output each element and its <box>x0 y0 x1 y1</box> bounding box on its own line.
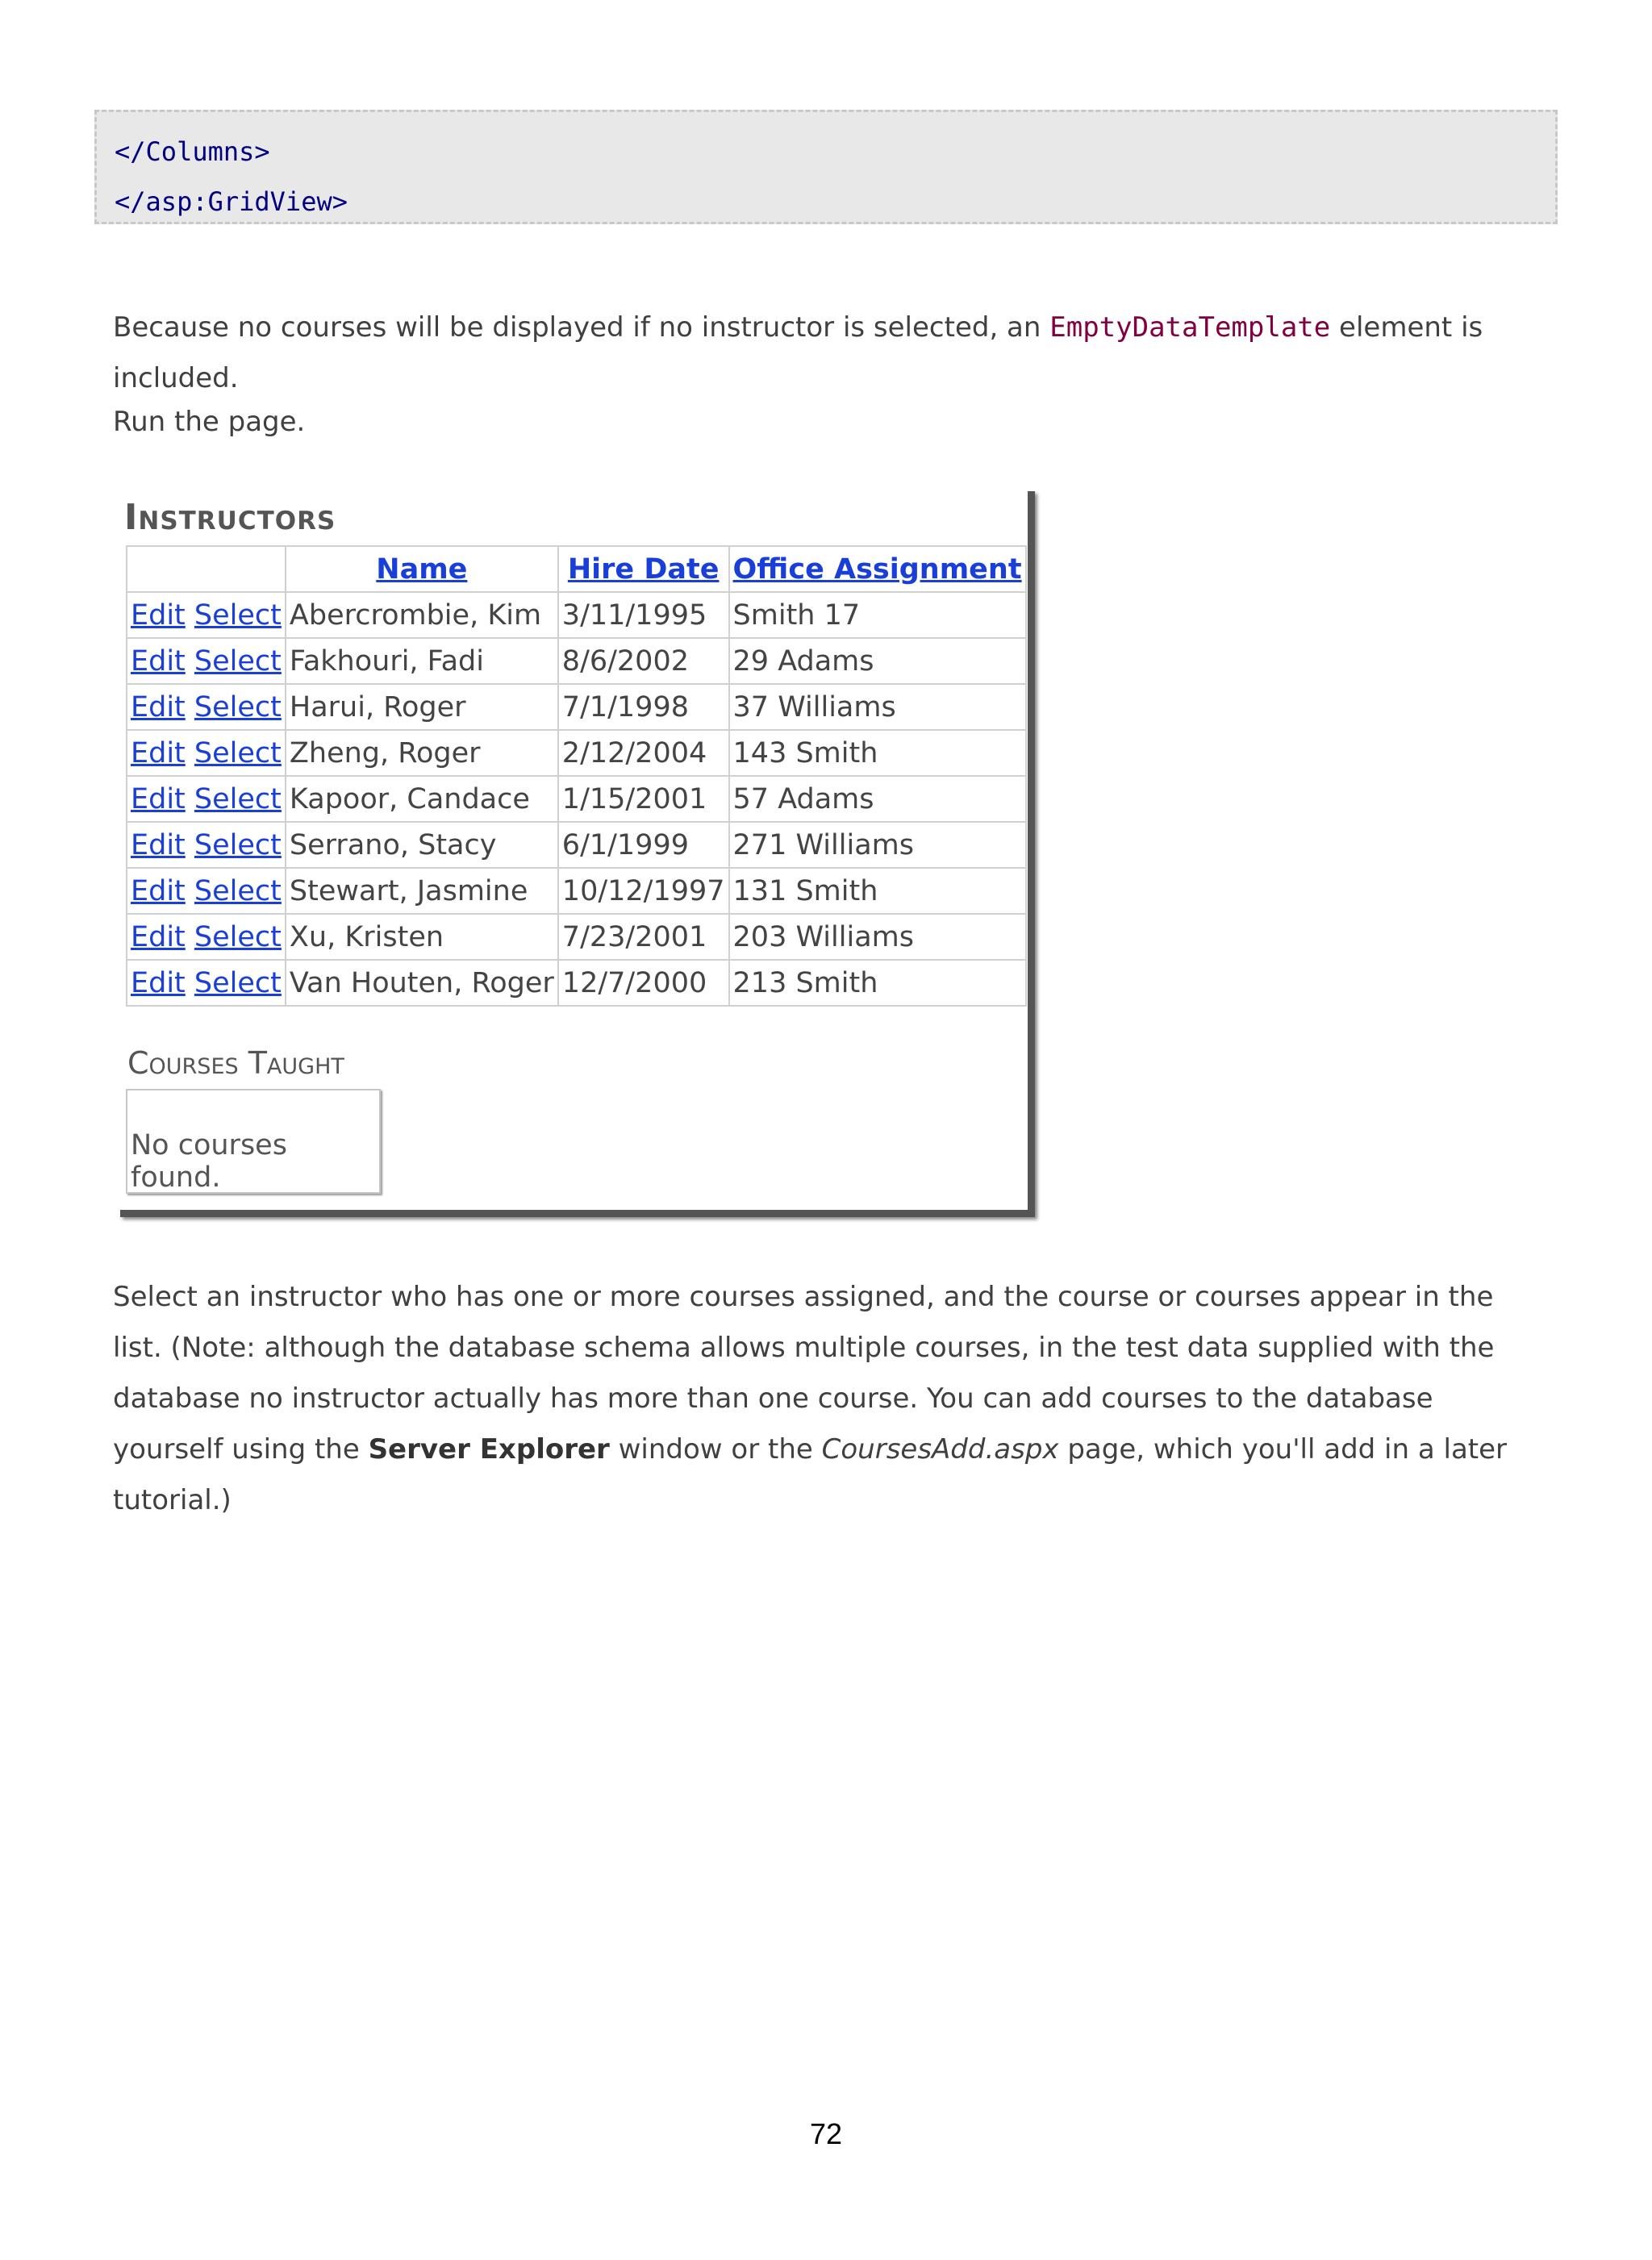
edit-link[interactable]: Edit <box>131 644 186 678</box>
instructor-name: Xu, Kristen <box>286 914 558 960</box>
instructor-name: Abercrombie, Kim <box>286 592 558 638</box>
hire-date: 2/12/2004 <box>558 730 729 776</box>
table-row <box>127 960 1026 1006</box>
instructor-name: Fakhouri, Fadi <box>286 638 558 684</box>
select-link[interactable]: Select <box>194 690 282 723</box>
instructor-name: Zheng, Roger <box>286 730 558 776</box>
table-row <box>127 684 1026 730</box>
command-column-header <box>127 546 286 592</box>
table-row <box>127 730 1026 776</box>
hire-date: 7/1/1998 <box>558 684 729 730</box>
office-column-header[interactable]: Office Assignment <box>729 546 1026 592</box>
select-link[interactable]: Select <box>194 920 282 953</box>
edit-link[interactable]: Edit <box>131 828 186 861</box>
edit-link[interactable]: Edit <box>131 782 186 815</box>
table-row <box>127 914 1026 960</box>
paragraph-run-page: Run the page. <box>113 406 306 438</box>
row-commands <box>127 592 286 638</box>
office-assignment: Smith 17 <box>729 592 1026 638</box>
edit-link[interactable]: Edit <box>131 690 186 723</box>
hire-date: 1/15/2001 <box>558 776 729 822</box>
hire-date: 12/7/2000 <box>558 960 729 1006</box>
instructor-name: Stewart, Jasmine <box>286 868 558 914</box>
edit-link[interactable]: Edit <box>131 966 186 999</box>
row-commands <box>127 730 286 776</box>
page-screenshot <box>113 484 1028 1210</box>
edit-link[interactable]: Edit <box>131 598 186 632</box>
select-link[interactable]: Select <box>194 966 282 999</box>
courses-taught-heading: Courses Taught <box>127 1045 344 1081</box>
select-link[interactable]: Select <box>194 598 282 632</box>
office-assignment: 271 Williams <box>729 822 1026 868</box>
row-commands <box>127 638 286 684</box>
edit-link[interactable]: Edit <box>131 736 186 769</box>
edit-link[interactable]: Edit <box>131 874 186 907</box>
row-commands <box>127 914 286 960</box>
hire-date: 10/12/1997 <box>558 868 729 914</box>
paragraph-select-instructor: Select an instructor who has one or more courses assigned, and the course or courses appear in the list. (Note: although the database schema allows multiple courses, in the test data supplied with the database no instructor actually has more than one course. You can add courses to the database yourself using the Server Explorer window or the CoursesAdd.aspx page, which you'll add in a later tutorial.) <box>113 1281 1508 1516</box>
hire-date: 3/11/1995 <box>558 592 729 638</box>
server-explorer-term: Server Explorer <box>368 1433 610 1466</box>
row-commands <box>127 822 286 868</box>
table-row <box>127 776 1026 822</box>
table-row <box>127 822 1026 868</box>
code-line: </Columns> <box>115 136 270 167</box>
office-assignment: 29 Adams <box>729 638 1026 684</box>
office-assignment: 203 Williams <box>729 914 1026 960</box>
name-column-header[interactable]: Name <box>286 546 558 592</box>
courses-add-page-name: CoursesAdd.aspx <box>821 1433 1059 1466</box>
row-commands <box>127 868 286 914</box>
instructors-grid <box>126 545 1027 1007</box>
select-link[interactable]: Select <box>194 874 282 907</box>
paragraph-empty-data-template: Because no courses will be displayed if no instructor is selected, an EmptyDataTemplate element is included. <box>113 311 1483 394</box>
empty-courses-message: No courses found. <box>126 1089 381 1194</box>
page-number: 72 <box>809 2117 843 2150</box>
office-assignment: 213 Smith <box>729 960 1026 1006</box>
row-commands <box>127 684 286 730</box>
hire-date: 7/23/2001 <box>558 914 729 960</box>
office-assignment: 131 Smith <box>729 868 1026 914</box>
office-assignment: 143 Smith <box>729 730 1026 776</box>
instructor-name: Van Houten, Roger <box>286 960 558 1006</box>
instructor-name: Harui, Roger <box>286 684 558 730</box>
edit-link[interactable]: Edit <box>131 920 186 953</box>
row-commands <box>127 960 286 1006</box>
office-assignment: 57 Adams <box>729 776 1026 822</box>
grid-header-row <box>127 546 1026 592</box>
code-line: </asp:GridView> <box>115 186 348 217</box>
hire-date: 8/6/2002 <box>558 638 729 684</box>
instructors-heading: Instructors <box>124 497 336 538</box>
office-assignment: 37 Williams <box>729 684 1026 730</box>
hire-date-column-header[interactable]: Hire Date <box>558 546 729 592</box>
instructor-name: Serrano, Stacy <box>286 822 558 868</box>
select-link[interactable]: Select <box>194 736 282 769</box>
table-row <box>127 868 1026 914</box>
table-row <box>127 638 1026 684</box>
row-commands <box>127 776 286 822</box>
select-link[interactable]: Select <box>194 644 282 678</box>
hire-date: 6/1/1999 <box>558 822 729 868</box>
instructor-name: Kapoor, Candace <box>286 776 558 822</box>
select-link[interactable]: Select <box>194 782 282 815</box>
table-row <box>127 592 1026 638</box>
select-link[interactable]: Select <box>194 828 282 861</box>
code-block <box>94 110 1558 224</box>
inline-code: EmptyDataTemplate <box>1049 311 1331 344</box>
